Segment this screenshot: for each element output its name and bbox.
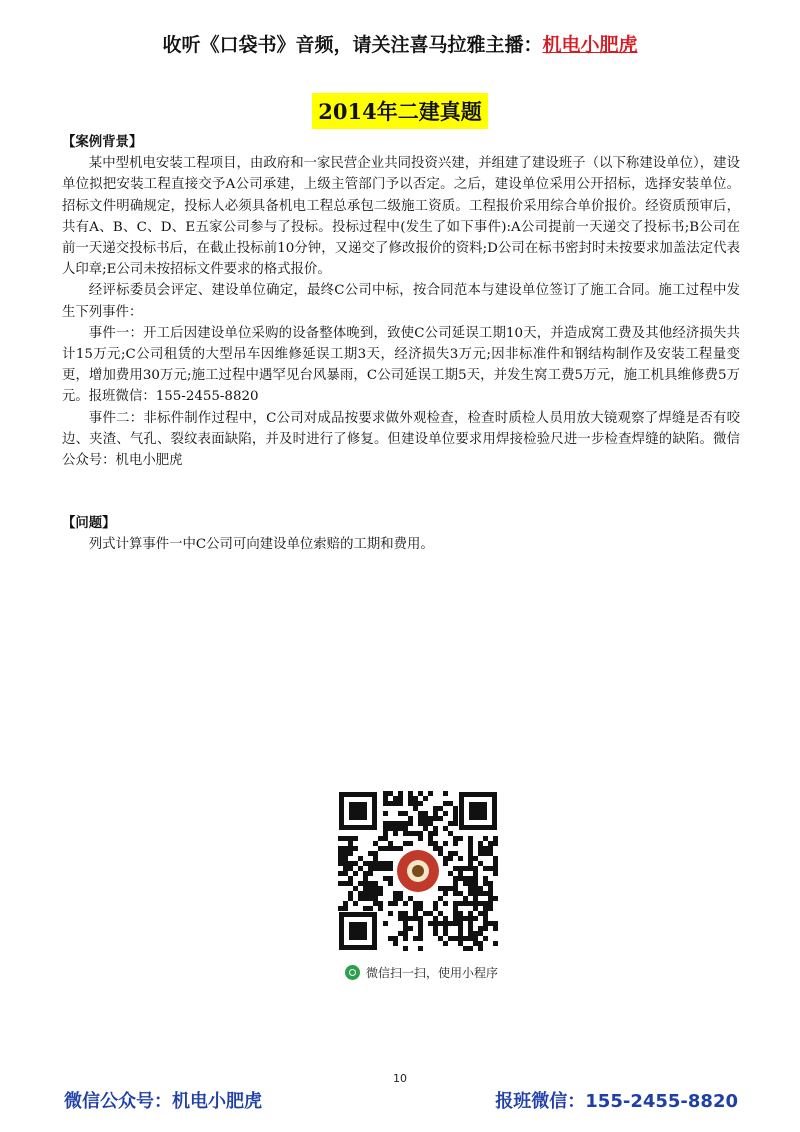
qr-code[interactable] bbox=[333, 786, 503, 956]
event-one-paragraph: 事件一：开工后因建设单位采购的设备整体晚到，致使C公司延误工期10天，并造成窝工费及其他经济损失共计15万元;C公司租赁的大型吊车因维修延误工期3天，经济损失3万元;因非标准件和钢结构制作及安装工程量变更，增加费用30万元;施工过程中遇罕见台风暴雨，C公司延误工期5天，并发生窝工费5万元，施工机具维修费5万元。报班微信：155-2455-8820 bbox=[62, 325, 740, 405]
header-prefix: 收听《口袋书》音频，请关注喜马拉雅主播： bbox=[162, 34, 543, 56]
document-body bbox=[62, 132, 740, 556]
qr-code-icon bbox=[333, 786, 503, 956]
header-banner bbox=[0, 30, 800, 57]
page-title: 2014年二建真题 bbox=[312, 93, 487, 129]
mini-program-note bbox=[345, 964, 525, 981]
question-label: 【问题】 bbox=[62, 515, 116, 532]
question-text: 列式计算事件一中C公司可向建设单位索赔的工期和费用。 bbox=[88, 537, 434, 553]
mini-program-icon bbox=[345, 965, 360, 980]
page-number: 10 bbox=[393, 1072, 407, 1085]
header-host-link[interactable]: 机电小肥虎 bbox=[542, 34, 638, 56]
event-two-paragraph: 事件二：非标件制作过程中，C公司对成品按要求做外观检查，检查时质检人员用放大镜观察了焊缝是否有咬边、夹渣、气孔、裂纹表面缺陷，并及时进行了修复。但建设单位要求用焊接检验尺进一步检查焊缝的缺陷。微信公众号：机电小肥虎 bbox=[62, 410, 740, 469]
case-background-label: 【案例背景】 bbox=[62, 134, 143, 150]
mini-program-text: 微信扫一扫，使用小程序 bbox=[366, 966, 499, 980]
background-paragraph-2: 经评标委员会评定、建设单位确定，最终C公司中标，按合同范本与建设单位签订了施工合同。施工过程中发生下列事件： bbox=[62, 283, 740, 320]
title-wrap bbox=[0, 93, 800, 129]
footer-signup-wechat: 报班微信：155-2455-8820 bbox=[495, 1091, 738, 1112]
background-paragraph-1: 某中型机电安装工程项目，由政府和一家民营企业共同投资兴建，并组建了建设班子（以下称建设单位），建设单位拟把安装工程直接交予A公司承建，上级主管部门予以否定。之后，建设单位采用公开招标，选择安装单位。招标文件明确规定，投标人必须具备机电工程总承包二级施工资质。工程报价采用综合单价报价。经资质预审后，共有A、B、C、D、E五家公司参与了投标。投标过程中(发生了如下事件):A公司提前一天递交了投标书;B公司在前一天递交投标书后，在截止投标前10分钟，又递交了修改报价的资料;D公司在标书密封时未按要求加盖法定代表人印章;E公司未按招标文件要求的格式报价。 bbox=[62, 156, 740, 278]
footer-wechat-account: 微信公众号：机电小肥虎 bbox=[64, 1091, 262, 1112]
question-block bbox=[62, 513, 740, 555]
